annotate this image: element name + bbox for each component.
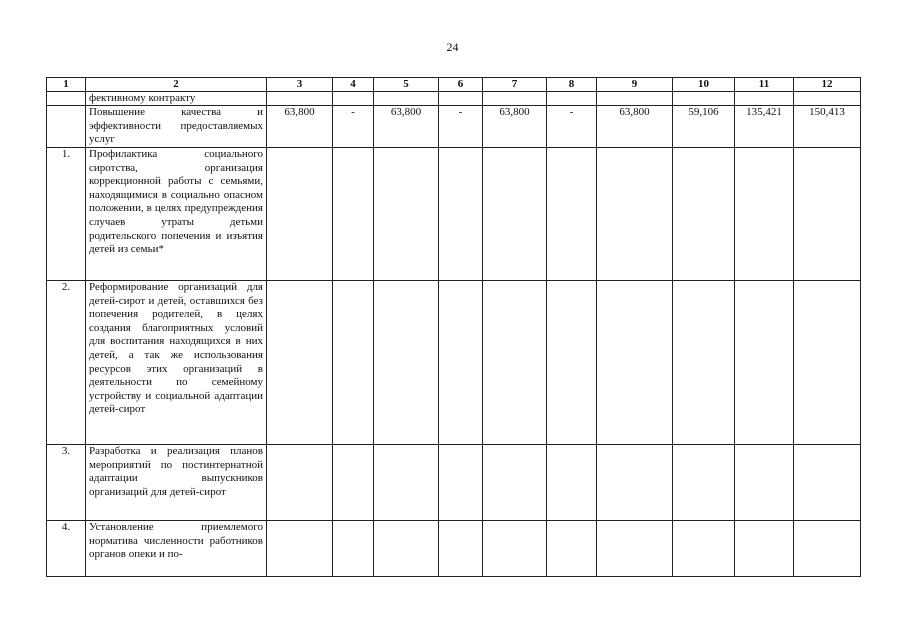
- value-cell: [794, 445, 861, 521]
- value-cell: 63,800: [597, 106, 673, 148]
- value-cell: 63,800: [483, 106, 547, 148]
- value-cell: [735, 445, 794, 521]
- row-description: Разработка и реализация планов мероприятий по постинтернатной адаптации выпускников организаций для детей-сирот: [86, 445, 267, 521]
- value-cell: [267, 445, 333, 521]
- value-cell: [735, 521, 794, 577]
- value-cell: [267, 92, 333, 106]
- header-cell: 1: [47, 78, 86, 92]
- value-cell: [597, 521, 673, 577]
- value-cell: [439, 281, 483, 445]
- header-cell: 4: [333, 78, 374, 92]
- value-cell: [333, 521, 374, 577]
- value-cell: [483, 148, 547, 281]
- value-cell: 150,413: [794, 106, 861, 148]
- header-cell: 9: [597, 78, 673, 92]
- value-cell: [597, 445, 673, 521]
- value-cell: [439, 148, 483, 281]
- value-cell: [547, 445, 597, 521]
- value-cell: -: [547, 106, 597, 148]
- value-cell: 135,421: [735, 106, 794, 148]
- row-number: [47, 106, 86, 148]
- value-cell: 63,800: [374, 106, 439, 148]
- value-cell: [374, 445, 439, 521]
- value-cell: [673, 148, 735, 281]
- row-description: Установление приемлемого норматива численности работников органов опеки и по-: [86, 521, 267, 577]
- row-description: Реформирование организаций для детей-сирот и детей, оставшихся без попечения родителей, в целях создания благоприятных условий для воспитания находящихся в них детей, а так же использования ресурсов этих организаций в деятельности по семейному устройству и социальной адаптации детей-сирот: [86, 281, 267, 445]
- value-cell: [597, 148, 673, 281]
- value-cell: [267, 148, 333, 281]
- header-cell: 8: [547, 78, 597, 92]
- value-cell: [547, 281, 597, 445]
- table-row: [47, 148, 861, 281]
- page-number: 24: [446, 40, 459, 54]
- value-cell: [735, 92, 794, 106]
- value-cell: [673, 445, 735, 521]
- row-number: 4.: [47, 521, 86, 577]
- header-cell: 7: [483, 78, 547, 92]
- value-cell: [794, 148, 861, 281]
- header-cell: 3: [267, 78, 333, 92]
- value-cell: [374, 92, 439, 106]
- value-cell: [547, 92, 597, 106]
- value-cell: 63,800: [267, 106, 333, 148]
- row-description: Профилактика социального сиротства, организация коррекционной работы с семьями, находящимися в социально опасном положении, в целях предупреждения случаев утраты детьми родительского попечения и изъятия детей из семьи*: [86, 148, 267, 281]
- row-number: 3.: [47, 445, 86, 521]
- value-cell: [483, 92, 547, 106]
- value-cell: [673, 521, 735, 577]
- table-row: [47, 92, 861, 106]
- table-row: [47, 281, 861, 445]
- value-cell: [374, 148, 439, 281]
- value-cell: [794, 92, 861, 106]
- value-cell: [483, 281, 547, 445]
- value-cell: -: [439, 106, 483, 148]
- row-number: 1.: [47, 148, 86, 281]
- value-cell: [597, 281, 673, 445]
- value-cell: [333, 281, 374, 445]
- value-cell: [794, 521, 861, 577]
- value-cell: [333, 148, 374, 281]
- row-description: Повышение качества и эффективности предоставляемых услуг: [86, 106, 267, 148]
- value-cell: [597, 92, 673, 106]
- program-table: [46, 77, 861, 577]
- header-cell: 11: [735, 78, 794, 92]
- value-cell: [673, 92, 735, 106]
- header-cell: 10: [673, 78, 735, 92]
- header-cell: 6: [439, 78, 483, 92]
- row-number: [47, 92, 86, 106]
- table-row: [47, 521, 861, 577]
- value-cell: [483, 521, 547, 577]
- value-cell: [374, 281, 439, 445]
- header-cell: 12: [794, 78, 861, 92]
- value-cell: [439, 445, 483, 521]
- value-cell: [673, 281, 735, 445]
- header-cell: 2: [86, 78, 267, 92]
- row-description: фективному контракту: [86, 92, 267, 106]
- value-cell: -: [333, 106, 374, 148]
- value-cell: [333, 92, 374, 106]
- header-cell: 5: [374, 78, 439, 92]
- value-cell: [735, 148, 794, 281]
- table-row: [47, 106, 861, 148]
- value-cell: [333, 445, 374, 521]
- value-cell: [439, 92, 483, 106]
- value-cell: [794, 281, 861, 445]
- value-cell: [267, 281, 333, 445]
- value-cell: 59,106: [673, 106, 735, 148]
- table-row: [47, 445, 861, 521]
- header-row: [47, 78, 861, 92]
- value-cell: [374, 521, 439, 577]
- row-number: 2.: [47, 281, 86, 445]
- value-cell: [267, 521, 333, 577]
- value-cell: [547, 148, 597, 281]
- value-cell: [439, 521, 483, 577]
- value-cell: [735, 281, 794, 445]
- value-cell: [483, 445, 547, 521]
- value-cell: [547, 521, 597, 577]
